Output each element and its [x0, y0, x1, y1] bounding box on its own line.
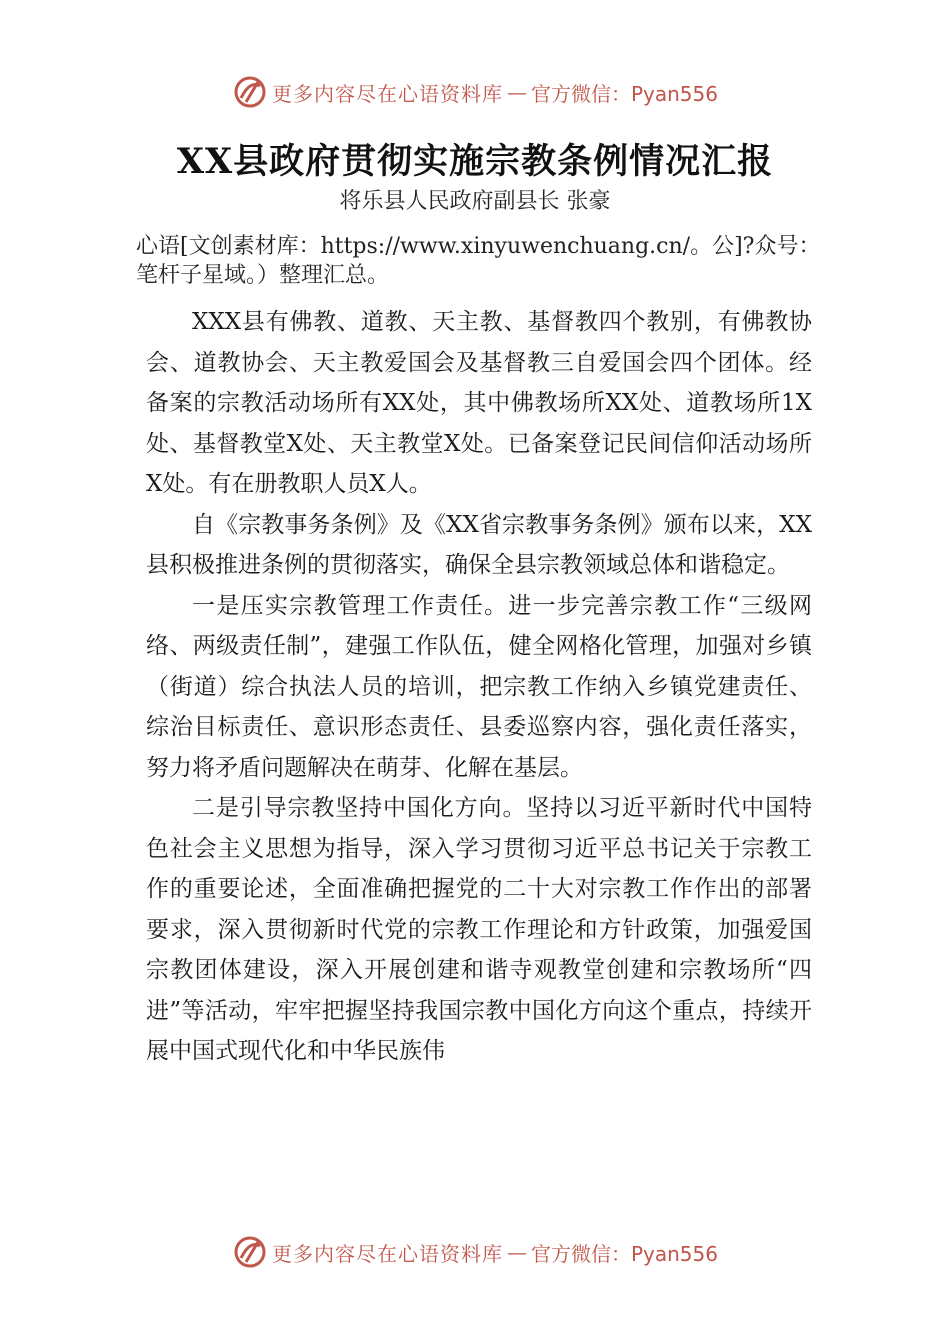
document-title: XX县政府贯彻实施宗教条例情况汇报 [176, 141, 774, 182]
document-body [146, 302, 812, 1072]
header-watermark [0, 72, 950, 112]
footer-watermark [0, 1232, 950, 1272]
watermark-separator: — [506, 80, 527, 104]
source-note: 心语[文创素材库：https://www.xinyuwenchuang.cn/。公]?众号：笔杆子星域。）整理汇总。 [136, 234, 821, 288]
watermark-separator: — [506, 1240, 527, 1264]
paragraph-1: XXX县有佛教、道教、天主教、基督教四个教别，有佛教协会、道教协会、天主教爱国会及基督教三自爱国会四个团体。经备案的宗教活动场所有XX处，其中佛教场所XX处、道教场所1X处、基督教堂X处、天主教堂X处。已备案登记民间信仰活动场所X处。有在册教职人员X人。 [146, 309, 812, 497]
watermark-handle: 官方微信：Pyan556 [530, 1241, 718, 1266]
paragraph-2: 自《宗教事务条例》及《XX省宗教事务条例》颁布以来，XX县积极推进条例的贯彻落实，确保全县宗教领域总体和谐稳定。 [146, 511, 812, 578]
logo-icon [232, 1234, 268, 1270]
watermark-text: 更多内容尽在心语资料库 [271, 81, 503, 106]
logo-icon [232, 74, 268, 110]
paragraph-4: 二是引导宗教坚持中国化方向。坚持以习近平新时代中国特色社会主义思想为指导，深入学习贯彻习近平总书记关于宗教工作的重要论述，全面准确把握党的二十大对宗教工作作出的部署要求，深入贯彻新时代党的宗教工作理论和方针政策，加强爱国宗教团体建设，深入开展创建和谐寺观教堂创建和宗教场所“四进”等活动，牢牢把握坚持我国宗教中国化方向这个重点，持续开展中国式现代化和中华民族伟 [146, 795, 812, 1064]
watermark-text: 更多内容尽在心语资料库 [271, 1241, 503, 1266]
watermark-handle: 官方微信：Pyan556 [530, 81, 718, 106]
document-author: 将乐县人民政府副县长 张豪 [339, 189, 611, 214]
paragraph-3: 一是压实宗教管理工作责任。进一步完善宗教工作“三级网络、两级责任制”，建强工作队伍，健全网格化管理，加强对乡镇（街道）综合执法人员的培训，把宗教工作纳入乡镇党建责任、综治目标责任、意识形态责任、县委巡察内容，强化责任落实，努力将矛盾问题解决在萌芽、化解在基层。 [146, 592, 812, 781]
